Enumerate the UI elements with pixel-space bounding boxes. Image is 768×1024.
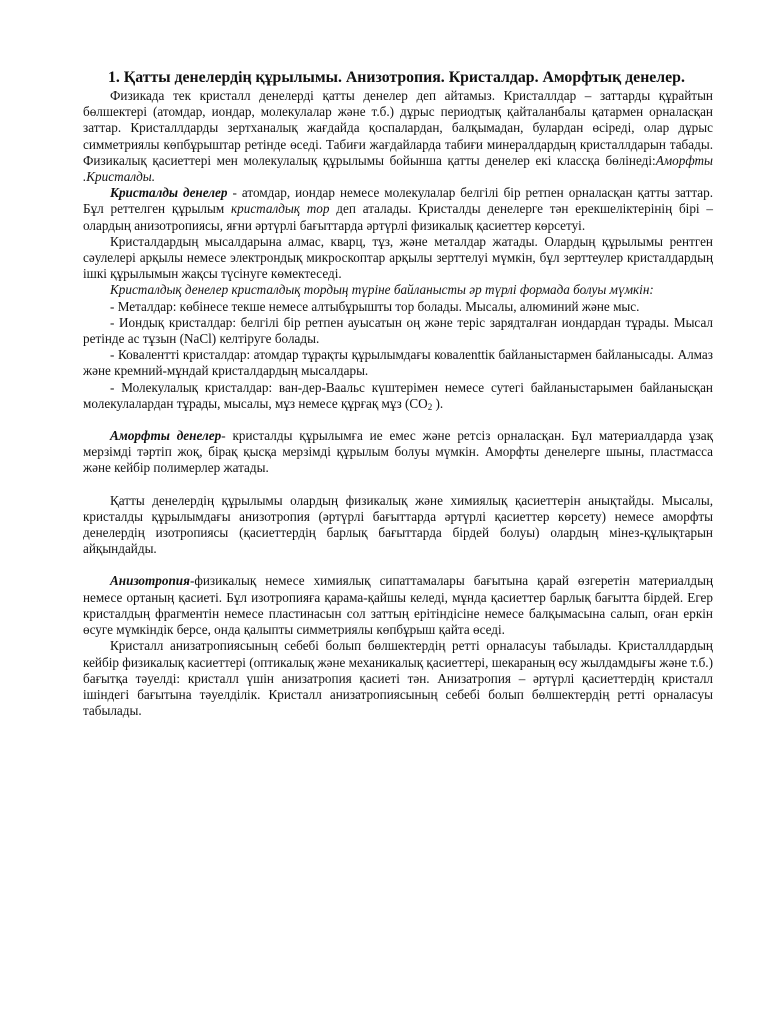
term-crystalline-bodies: Кристалды денелер <box>110 185 228 201</box>
paragraph-examples: Кристалдардың мысалдарына алмас, кварц, тұз, және металдар жатады. Олардың құрылымы рентген сәулелері арқылы немесе электрондық микроскоптар арқылы зерттелуі мүмкін, бұл зерттеулер кристалдардың ішкі құрылымын жақсы түсінуге көмектеседі. <box>83 233 713 282</box>
paragraph-amorphous <box>83 428 713 477</box>
crystalline-text-b: деп аталады. Кристалды денелерге тән ерекшеліктерінің бірі – олардың анизотропиясы, яғни әртүрлі бағыттарда әртүрлі физикалық қасиеттер көрсетуі. <box>83 201 713 233</box>
term-amorphous-bodies: Аморфты денелер <box>110 428 222 444</box>
list-item-molecular <box>83 380 713 412</box>
anisotropy-text: -физикалық немесе химиялық сипаттамалары бағытына қарай өзгеретін материалдың немесе ортаның қасиеті. Бұл изотропияға қарама-қайшы келеді, мұнда қасиеттер барлық бағытта бірдей. Егер кристалдың фрагментін немесе пластинасын сол заттың ерітіндісіне немесе балқымасына салып, оған еркін өсуге мүмкіндік берсе, онда қалыпты симметриялы көпбұрыш қайта өседі. <box>83 573 713 638</box>
document-page <box>83 68 713 719</box>
paragraph-anisotropy-cause: Кристалл анизатропиясының себебі болып бөлшектердің ретті орналасуы табылады. Кристаллдардың кейбір физикалық касиеттері (оптикалық және механикалық қасиеттері, шекараның өсу жылдамдығы және т.б.) бағытқа тәуелді: кристалл үшін анизатропия қасиеті тән. Анизатропия – әртүрлі қасиеттердің кристалл ішіндегі бағытына тәуелділік. Кристалл анизатропиясының себебі болып бөлшектердің ретті орналасуы табылады. <box>83 638 713 719</box>
spacer <box>83 557 713 573</box>
spacer <box>83 477 713 493</box>
crystalline-text-a: - атомдар, иондар немесе молекулалар белгілі бір ретпен орналасқан қатты заттар. Бұл реттелген құрылым <box>83 185 713 217</box>
document-title: 1. Қатты денелердің құрылымы. Анизотропия. Кристалдар. Аморфтық денелер. <box>108 69 685 86</box>
spacer <box>83 412 713 428</box>
paragraph-lattice-forms: Кристалдық денелер кристалдық тордың түріне байланысты әр түрлі формада болуы мүмкін: <box>110 282 654 298</box>
paragraph-structure-properties: Қатты денелердің құрылымы олардың физикалық және химиялық қасиеттерін анықтайды. Мысалы, кристалды құрылымдағы анизотропия (әртүрлі бағыттарда әртүрлі қасиеттер көрсету) немесе аморфты денелердің изотропиясы (қасиеттердің барлық бағыттарда бірдей болуы) олардың мінез-құлықтарын айқындайды. <box>83 492 713 557</box>
list-item-ionic: - Иондық кристалдар: белгілі бір ретпен ауысатын оң және теріс зарядталған иондардан тұрады. Мысал ретінде ас тұзын (NaCl) келтіруге болады. <box>83 314 713 347</box>
paragraph-crystalline <box>83 185 713 234</box>
intro-italic-tail: Аморфты .Кристалды. <box>83 152 713 185</box>
list-item-metals: - Металдар: көбінесе текше немесе алтыбұрышты тор болады. Мысалы, алюминий және мыс. <box>110 298 640 314</box>
paragraph-anisotropy <box>83 573 713 638</box>
amorphous-text: - кристалды құрылымға ие емес және ретсіз орналасқан. Бұл материалдарда ұзақ мерзімді тәртіп жоқ, бірақ қысқа мерзімді құрылым болуы мүмкін. Аморфты денелерге шыны, пластмасса және кейбір полимерлер жатады. <box>83 428 713 476</box>
intro-text: Физикада тек кристалл денелерді қатты денелер деп айтамыз. Кристаллдар – заттарды құрайтын бөлшектері (атомдар, иондар, молекулалар және т.б.) дұрыс периодтық қайталанбалы қатармен орналасқан заттар. Кристаллдарды зертханалық жағдайда қоспалардан, балқымадан, булардан өсіреді, олар дұрыс симметриялы көпбұрыштар ретінде өседі. Табиғи жағдайларда табиғи минералдардың кристаллдарын табады. Физикалық қасиеттері мен молекулалық құрылымы бойынша қатты денелер екі классқа бөлінеді: <box>83 88 713 168</box>
term-crystal-lattice: кристалдық тор <box>230 201 330 217</box>
molecular-text: - Молекулалық кристалдар: ван-дер-Ваальс күштерімен немесе сутегі байланыстарымен байланысқан молекулалардан тұрады, мысалы, мұз немесе құрғақ мұз (CO <box>83 379 713 411</box>
list-item-covalent: - Ковалентті кристалдар: атомдар тұрақты құрылымдағы ковалenttік байланыстармен байланысады. Алмаз және кремний-мұндай кристалдардың мысалдары. <box>83 347 713 379</box>
subscript-two: 2 <box>427 401 433 412</box>
term-anisotropy: Анизотропия <box>110 573 190 589</box>
paragraph-intro <box>83 88 713 185</box>
molecular-end: ). <box>432 395 444 411</box>
